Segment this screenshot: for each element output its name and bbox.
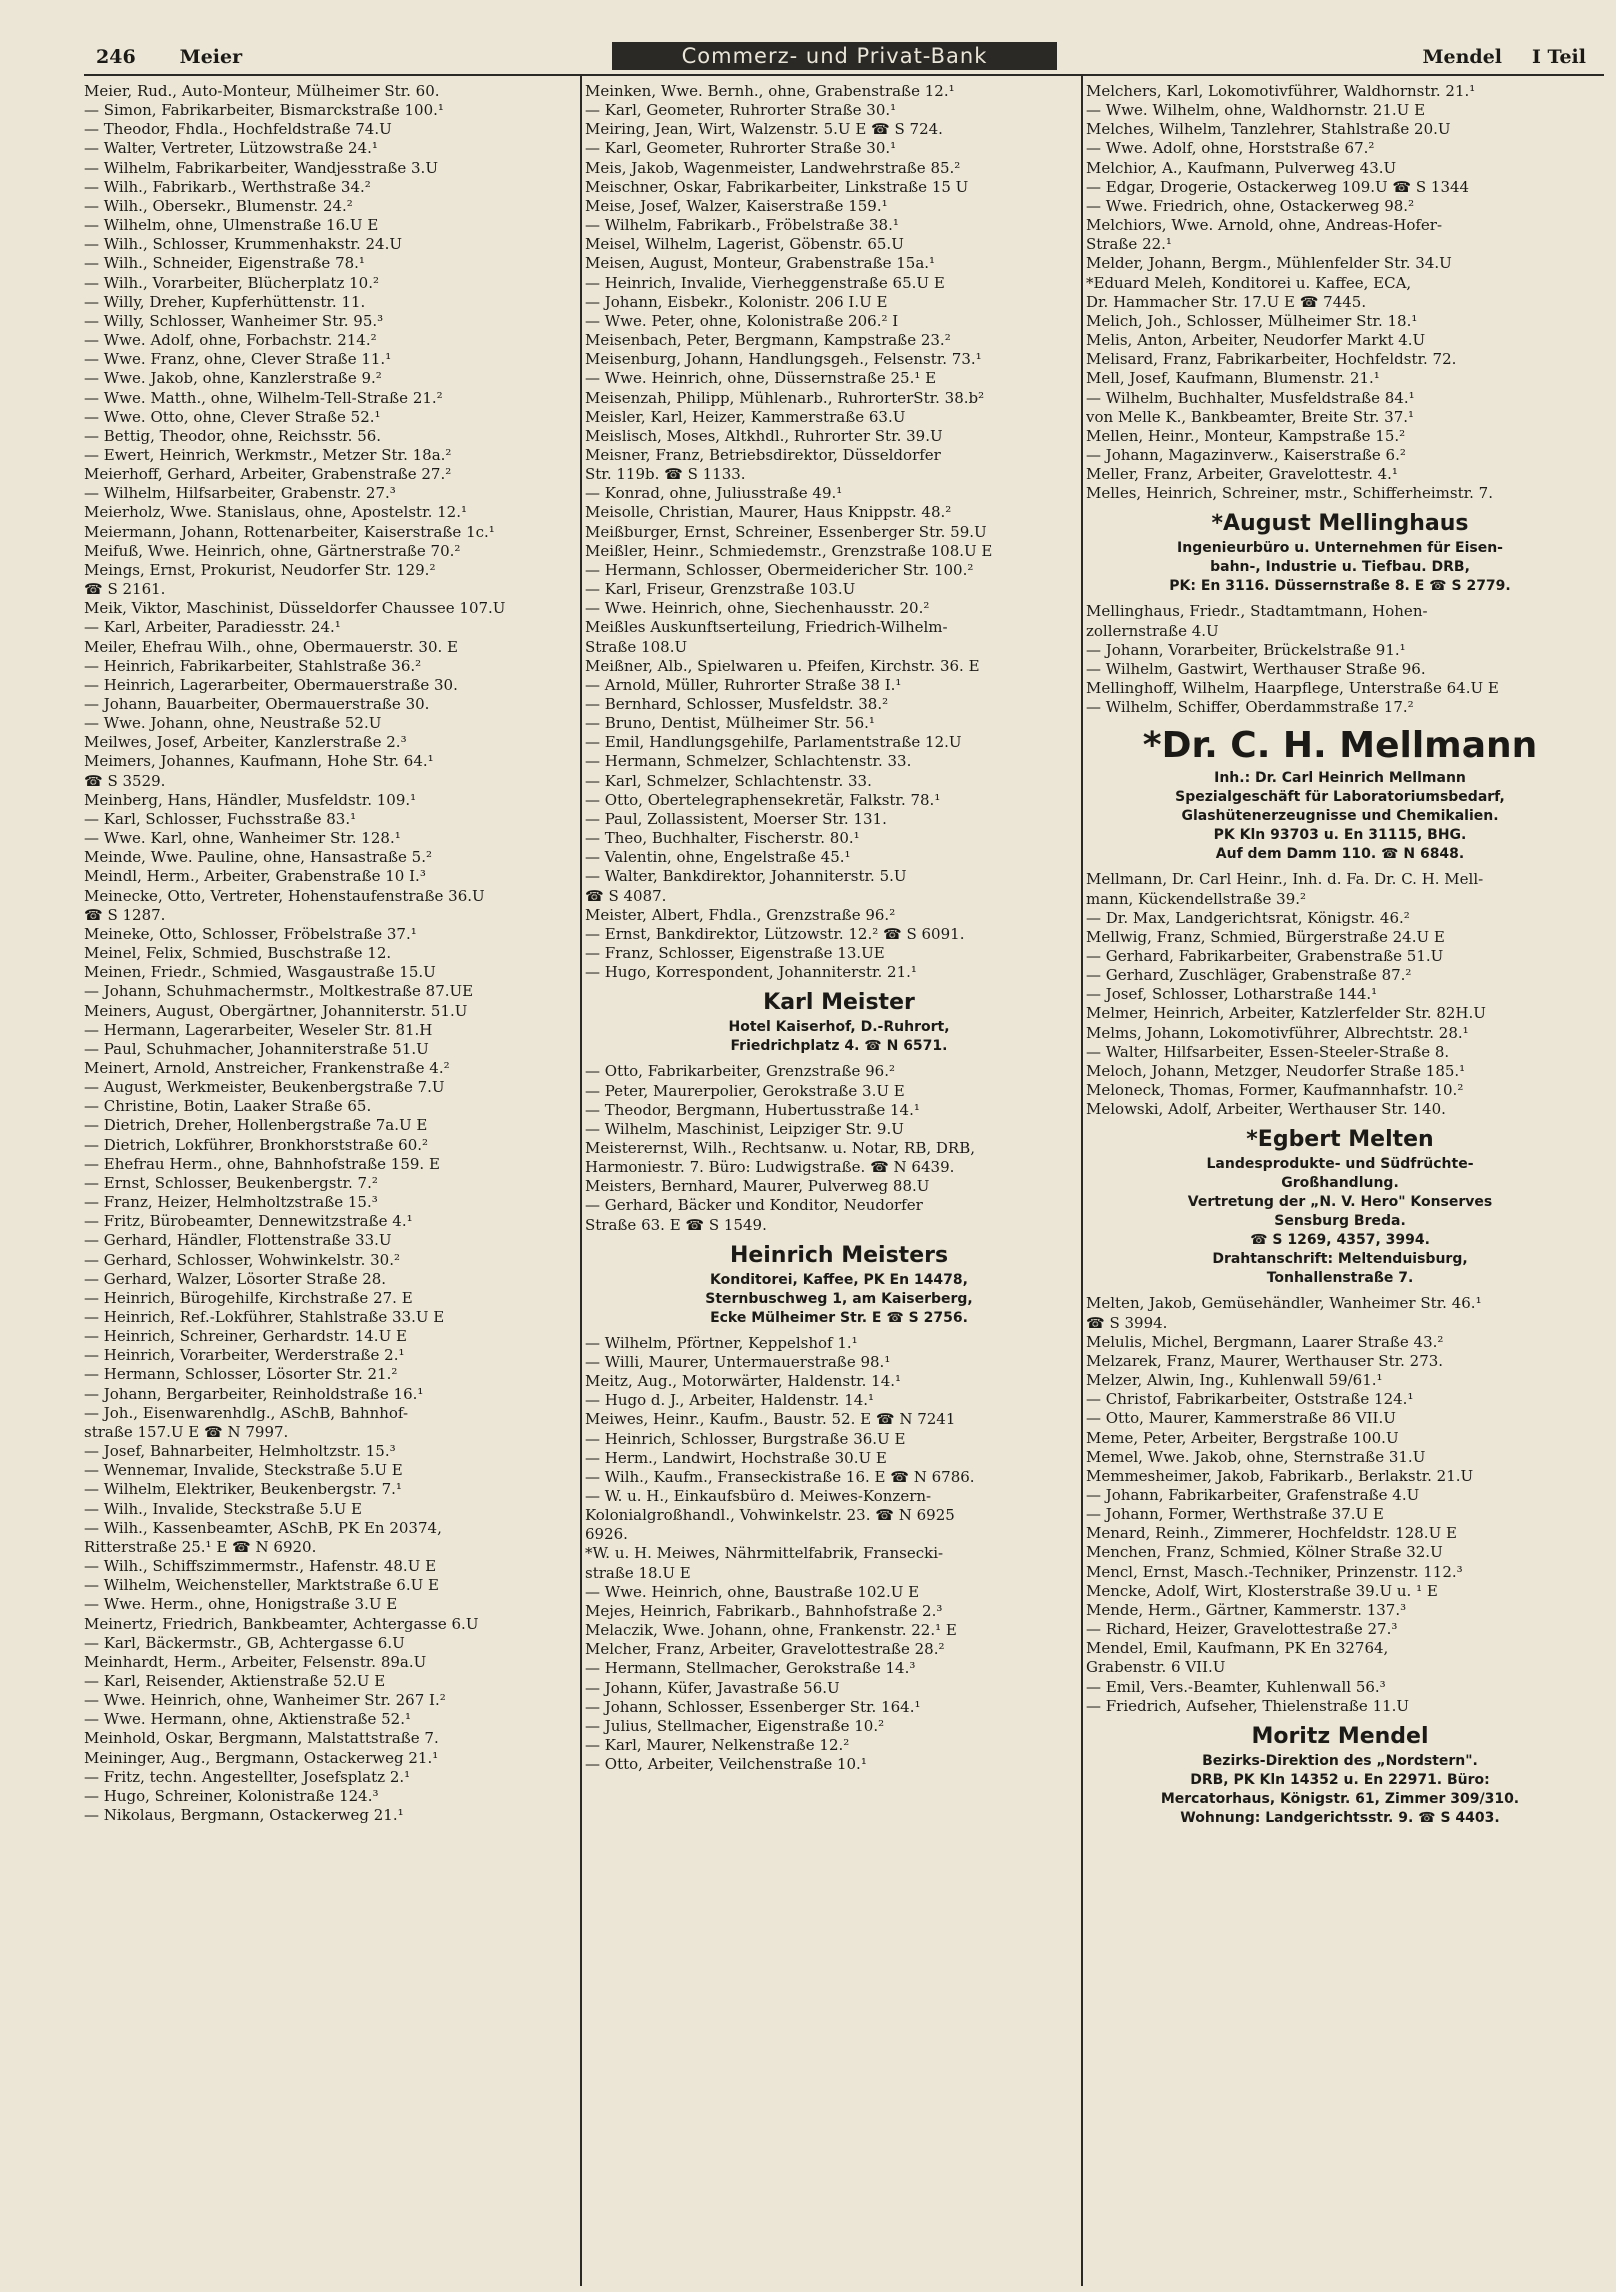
directory-entry: 6926.: [585, 1525, 628, 1544]
directory-entry: — August, Werkmeister, Beukenbergstraße 7.U: [84, 1078, 445, 1097]
ad-line: PK Kln 93703 u. En 31115, BHG.: [1213, 827, 1467, 844]
directory-entry: — Wwe. Heinrich, ohne, Wanheimer Str. 267 I.²: [84, 1691, 446, 1710]
directory-entry: — Wilhelm, Fabrikarb., Fröbelstraße 38.¹: [585, 216, 899, 235]
ad-line: bahn-, Industrie u. Tiefbau. DRB,: [1210, 559, 1470, 576]
directory-entry: Dr. Hammacher Str. 17.U E ☎ 7445.: [1086, 292, 1367, 311]
directory-entry: — Wilhelm, Elektriker, Beukenbergstr. 7.¹: [84, 1480, 402, 1499]
directory-entry: ☎ S 4087.: [585, 886, 667, 905]
directory-entry: Straße 108.U: [585, 637, 688, 656]
ad-line: Landesprodukte- und Südfrüchte-: [1206, 1156, 1474, 1173]
directory-entry: — Otto, Arbeiter, Veilchenstraße 10.¹: [585, 1755, 867, 1774]
directory-entry: Meinen, Friedr., Schmied, Wasgaustraße 15.U: [84, 963, 436, 982]
directory-entry: Meinel, Felix, Schmied, Buschstraße 12.: [84, 944, 392, 963]
directory-entry: mann, Kückendellstraße 39.²: [1086, 889, 1307, 908]
directory-entry: Meme, Peter, Arbeiter, Bergstraße 100.U: [1086, 1428, 1399, 1447]
directory-entry: Meislisch, Moses, Altkhdl., Ruhrorter Str. 39.U: [585, 426, 943, 445]
header-left: [96, 46, 242, 68]
ad-title: Heinrich Meisters: [729, 1242, 949, 1268]
directory-entry: — Gerhard, Händler, Flottenstraße 33.U: [84, 1231, 392, 1250]
directory-entry: Melzarek, Franz, Maurer, Werthauser Str. 273.: [1086, 1351, 1444, 1370]
directory-entry: — Hugo d. J., Arbeiter, Haldenstr. 14.¹: [585, 1391, 875, 1410]
directory-entry: — Edgar, Drogerie, Ostackerweg 109.U ☎ S 1344: [1086, 177, 1470, 196]
directory-entry: — Heinrich, Vorarbeiter, Werderstraße 2.¹: [84, 1346, 405, 1365]
directory-entry: Melisard, Franz, Fabrikarbeiter, Hochfeldstr. 72.: [1086, 350, 1457, 369]
left-guide-name: Meier: [179, 46, 243, 68]
directory-entry: — Theodor, Bergmann, Hubertusstraße 14.¹: [585, 1100, 920, 1119]
page-number: 246: [96, 46, 136, 68]
directory-entry: — Willy, Dreher, Kupferhüttenstr. 11.: [84, 292, 366, 311]
directory-entry: Straße 22.¹: [1086, 235, 1172, 254]
directory-entry: Melchiors, Wwe. Arnold, ohne, Andreas-Hofer-: [1086, 216, 1443, 235]
directory-entry: — Ehefrau Herm., ohne, Bahnhofstraße 159. E: [84, 1154, 440, 1173]
directory-entry: Melms, Johann, Lokomotivführer, Albrechtstr. 28.¹: [1086, 1023, 1469, 1042]
directory-entry: — Josef, Bahnarbeiter, Helmholtzstr. 15.³: [84, 1442, 396, 1461]
directory-entry: — Otto, Maurer, Kammerstraße 86 VII.U: [1086, 1409, 1396, 1428]
directory-entry: Meinhardt, Herm., Arbeiter, Felsenstr. 89a.U: [84, 1652, 427, 1671]
directory-entry: — Julius, Stellmacher, Eigenstraße 10.²: [585, 1716, 885, 1735]
directory-entry: Melten, Jakob, Gemüsehändler, Wanheimer Str. 46.¹: [1086, 1294, 1482, 1313]
directory-entry: straße 18.U E: [585, 1563, 691, 1582]
directory-entry: Meisolle, Christian, Maurer, Haus Knippstr. 48.²: [585, 503, 952, 522]
directory-entry: Melowski, Adolf, Arbeiter, Werthauser Str. 140.: [1086, 1100, 1446, 1119]
column-2: [585, 82, 1093, 2287]
header-right: [1422, 46, 1586, 68]
directory-entry: Meischner, Oskar, Fabrikarbeiter, Linkstraße 15 U: [585, 177, 969, 196]
directory-entry: — Wwe. Jakob, ohne, Kanzlerstraße 9.²: [84, 369, 382, 388]
header-rule: [84, 74, 1604, 76]
directory-entry: Melmer, Heinrich, Arbeiter, Katzlerfelder Str. 82H.U: [1086, 1004, 1486, 1023]
directory-entry: Melzer, Alwin, Ing., Kuhlenwall 59/61.¹: [1086, 1371, 1383, 1390]
directory-entry: Meisler, Karl, Heizer, Kammerstraße 63.U: [585, 407, 906, 426]
directory-entry: — Konrad, ohne, Juliusstraße 49.¹: [585, 484, 843, 503]
directory-entry: — Wilhelm, Gastwirt, Werthauser Straße 96.: [1086, 659, 1426, 678]
directory-entry: Meiwes, Heinr., Kaufm., Baustr. 52. E ☎ N 7241: [585, 1410, 956, 1429]
ad-title: *August Mellinghaus: [1211, 511, 1469, 537]
directory-entry: Meller, Franz, Arbeiter, Gravelottestr. 4.¹: [1086, 465, 1398, 484]
ad-line: Ingenieurbüro u. Unternehmen für Eisen-: [1177, 540, 1503, 557]
directory-entry: Melches, Wilhelm, Tanzlehrer, Stahlstraße 20.U: [1086, 120, 1451, 139]
directory-entry: — Dr. Max, Landgerichtsrat, Königstr. 46.²: [1086, 908, 1410, 927]
directory-entry: — Wilhelm, Hilfsarbeiter, Grabenstr. 27.³: [84, 484, 396, 503]
directory-entry: Mellen, Heinr., Monteur, Kampstraße 15.²: [1086, 426, 1406, 445]
directory-entry: — Johann, Former, Werthstraße 37.U E: [1086, 1505, 1384, 1524]
directory-entry: Mellmann, Dr. Carl Heinr., Inh. d. Fa. Dr. C. H. Mell-: [1086, 870, 1484, 889]
directory-entry: Memel, Wwe. Jakob, ohne, Sternstraße 31.U: [1086, 1447, 1426, 1466]
directory-entry: Meiler, Ehefrau Wilh., ohne, Obermauerstr. 30. E: [84, 637, 459, 656]
ad-egbert-melten: [1086, 1125, 1594, 1288]
directory-entry: Grabenstr. 6 VII.U: [1086, 1658, 1226, 1677]
directory-entry: Memmesheimer, Jakob, Fabrikarb., Berlakstr. 21.U: [1086, 1466, 1474, 1485]
directory-entry: — Bruno, Dentist, Mülheimer Str. 56.¹: [585, 714, 875, 733]
directory-entry: — Paul, Zollassistent, Moerser Str. 131.: [585, 809, 887, 828]
directory-entry: Meifuß, Wwe. Heinrich, ohne, Gärtnerstraße 70.²: [84, 541, 461, 560]
directory-entry: — Karl, Bäckermstr., GB, Achtergasse 6.U: [84, 1633, 405, 1652]
directory-entry: — Valentin, ohne, Engelstraße 45.¹: [585, 848, 851, 867]
directory-entry: — Wennemar, Invalide, Steckstraße 5.U E: [84, 1461, 403, 1480]
directory-entry: — Dietrich, Dreher, Hollenbergstraße 7a.U E: [84, 1116, 428, 1135]
directory-entry: Mencl, Ernst, Masch.-Techniker, Prinzenstr. 112.³: [1086, 1562, 1463, 1581]
directory-entry: — Wilh., Schlosser, Krummenhakstr. 24.U: [84, 235, 402, 254]
directory-entry: — Willy, Schlosser, Wanheimer Str. 95.³: [84, 311, 384, 330]
directory-entry: — Wwe. Adolf, ohne, Forbachstr. 214.²: [84, 331, 377, 350]
directory-entry: Meineke, Otto, Schlosser, Fröbelstraße 37.¹: [84, 924, 417, 943]
directory-entry: — Hermann, Schmelzer, Schlachtenstr. 33.: [585, 752, 912, 771]
directory-entry: Ritterstraße 25.¹ E ☎ N 6920.: [84, 1537, 317, 1556]
directory-entry: — Johann, Magazinverw., Kaiserstraße 6.²: [1086, 445, 1406, 464]
right-guide-name: Mendel: [1422, 46, 1502, 68]
directory-entry: — Wwe. Adolf, ohne, Horststraße 67.²: [1086, 139, 1375, 158]
directory-entry: — Wwe. Otto, ohne, Clever Straße 52.¹: [84, 407, 381, 426]
directory-entry: Melchers, Karl, Lokomotivführer, Waldhornstr. 21.¹: [1086, 82, 1476, 100]
directory-entry: Meik, Viktor, Maschinist, Düsseldorfer Chaussee 107.U: [84, 599, 506, 618]
directory-entry: — Fritz, techn. Angestellter, Josefsplatz 2.¹: [84, 1767, 411, 1786]
directory-entry: ☎ S 2161.: [84, 580, 166, 599]
directory-entry: Kolonialgroßhandl., Vohwinkelstr. 23. ☎ N 6925: [585, 1506, 955, 1525]
part-label: I Teil: [1532, 46, 1586, 68]
ad-line: Wohnung: Landgerichtsstr. 9. ☎ S 4403.: [1180, 1809, 1500, 1826]
ad-line: Spezialgeschäft für Laboratoriumsbedarf,: [1175, 789, 1505, 806]
directory-entry: — Peter, Maurerpolier, Gerokstraße 3.U E: [585, 1081, 905, 1100]
directory-entry: — Otto, Fabrikarbeiter, Grenzstraße 96.²: [585, 1062, 895, 1081]
directory-entry: Meinberg, Hans, Händler, Musfeldstr. 109.¹: [84, 790, 417, 809]
directory-entry: — Theo, Buchhalter, Fischerstr. 80.¹: [585, 829, 860, 848]
directory-entry: — Wilhelm, Weichensteller, Marktstraße 6.U E: [84, 1576, 439, 1595]
directory-entry: — Heinrich, Schlosser, Burgstraße 36.U E: [585, 1429, 906, 1448]
directory-entry: Meisner, Franz, Betriebsdirektor, Düsseldorfer: [585, 445, 941, 464]
directory-entry: — Hermann, Schlosser, Lösorter Str. 21.²: [84, 1365, 398, 1384]
directory-entry: — Wilh., Schiffszimmermstr., Hafenstr. 48.U E: [84, 1557, 437, 1576]
ad-line: Hotel Kaiserhof, D.-Ruhrort,: [728, 1019, 950, 1036]
directory-entry: — Wwe. Friedrich, ohne, Ostackerweg 98.²: [1086, 196, 1415, 215]
directory-entry: — Nikolaus, Bergmann, Ostackerweg 21.¹: [84, 1806, 404, 1825]
directory-entry: Meisters, Bernhard, Maurer, Pulverweg 88.U: [585, 1177, 930, 1196]
directory-entry: Meings, Ernst, Prokurist, Neudorfer Str. 129.²: [84, 560, 436, 579]
directory-entry: Meister, Albert, Fhdla., Grenzstraße 96.²: [585, 905, 896, 924]
directory-entry: — Wilhelm, Schiffer, Oberdammstraße 17.²: [1086, 698, 1414, 717]
directory-entry: Meier, Rud., Auto-Monteur, Mülheimer Str. 60.: [84, 82, 440, 100]
directory-entry: Menard, Reinh., Zimmerer, Hochfeldstr. 128.U E: [1086, 1524, 1457, 1543]
directory-entry: — Wilh., Fabrikarb., Werthstraße 34.²: [84, 177, 371, 196]
directory-entry: straße 157.U E ☎ N 7997.: [84, 1422, 289, 1441]
directory-entry: — Wilh., Kassenbeamter, ASchB, PK En 20374,: [84, 1518, 442, 1537]
ad-heinrich-meisters: [585, 1241, 1093, 1328]
directory-entry: — Johann, Eisbekr., Kolonistr. 206 I.U E: [585, 292, 888, 311]
directory-entry: — Johann, Fabrikarbeiter, Grafenstraße 4.U: [1086, 1485, 1420, 1504]
directory-entry: Meisenburg, Johann, Handlungsgeh., Felsenstr. 73.¹: [585, 350, 982, 369]
directory-entry: — Josef, Schlosser, Lotharstraße 144.¹: [1086, 985, 1378, 1004]
directory-entry: — Wwe. Heinrich, ohne, Düssernstraße 25.¹ E: [585, 369, 937, 388]
directory-entry: Melcher, Franz, Arbeiter, Gravelottestraße 28.²: [585, 1640, 945, 1659]
directory-entry: — Johann, Bergarbeiter, Reinholdstraße 16.¹: [84, 1384, 424, 1403]
directory-entry: von Melle K., Bankbeamter, Breite Str. 37.¹: [1086, 407, 1415, 426]
directory-entry: Meimers, Johannes, Kaufmann, Hohe Str. 64.¹: [84, 752, 434, 771]
ad-title: *Dr. C. H. Mellmann: [1142, 725, 1538, 767]
directory-entry: — Johann, Vorarbeiter, Brückelstraße 91.¹: [1086, 640, 1406, 659]
directory-entry: — Hermann, Lagerarbeiter, Weseler Str. 81.H: [84, 1020, 433, 1039]
directory-entry: ☎ S 1287.: [84, 905, 166, 924]
directory-entry: — Wilh., Obersekr., Blumenstr. 24.²: [84, 196, 353, 215]
directory-entry: — Walter, Vertreter, Lützowstraße 24.¹: [84, 139, 378, 158]
directory-entry: Meinhold, Oskar, Bergmann, Malstattstraße 7.: [84, 1729, 439, 1748]
directory-entry: Meindl, Herm., Arbeiter, Grabenstraße 10 I.³: [84, 867, 426, 886]
directory-entry: — Wwe. Heinrich, ohne, Baustraße 102.U E: [585, 1582, 920, 1601]
directory-entry: — Wilhelm, Fabrikarbeiter, Wandjesstraße 3.U: [84, 158, 438, 177]
ad-title: *Egbert Melten: [1246, 1127, 1434, 1153]
directory-entry: — Gerhard, Zuschläger, Grabenstraße 87.²: [1086, 966, 1412, 985]
directory-entry: Meinken, Wwe. Bernh., ohne, Grabenstraße 12.¹: [585, 82, 955, 100]
directory-entry: — Johann, Schuhmachermstr., Moltkestraße 87.UE: [84, 982, 474, 1001]
directory-entry: — Emil, Vers.-Beamter, Kuhlenwall 56.³: [1086, 1677, 1386, 1696]
ad-line: Friedrichplatz 4. ☎ N 6571.: [730, 1038, 948, 1055]
directory-entry: — Christof, Fabrikarbeiter, Oststraße 124.¹: [1086, 1390, 1414, 1409]
directory-entry: Melder, Johann, Bergm., Mühlenfelder Str. 34.U: [1086, 254, 1452, 273]
directory-entry: ☎ S 3529.: [84, 771, 166, 790]
directory-entry: — Wilhelm, Maschinist, Leipziger Str. 9.U: [585, 1119, 904, 1138]
directory-entry: — Karl, Schlosser, Fuchsstraße 83.¹: [84, 809, 357, 828]
directory-entry: Meierhoff, Gerhard, Arbeiter, Grabenstraße 27.²: [84, 465, 452, 484]
directory-entry: — Arnold, Müller, Ruhrorter Straße 38 I.¹: [585, 675, 902, 694]
directory-entry: ☎ S 3994.: [1086, 1313, 1168, 1332]
directory-entry: — Karl, Schmelzer, Schlachtenstr. 33.: [585, 771, 872, 790]
directory-entry: — Karl, Reisender, Aktienstraße 52.U E: [84, 1671, 386, 1690]
directory-entry: *W. u. H. Meiwes, Nährmittelfabrik, Fransecki-: [585, 1544, 944, 1563]
directory-entry: — Wwe. Wilhelm, ohne, Waldhornstr. 21.U E: [1086, 101, 1426, 120]
directory-entry: — Willi, Maurer, Untermauerstraße 98.¹: [585, 1352, 891, 1371]
directory-entry: — Karl, Arbeiter, Paradiesstr. 24.¹: [84, 618, 341, 637]
directory-entry: — Gerhard, Schlosser, Wohwinkelstr. 30.²: [84, 1250, 401, 1269]
directory-entry: Meisterernst, Wilh., Rechtsanw. u. Notar, RB, DRB,: [585, 1138, 975, 1157]
ad-title: Karl Meister: [763, 990, 915, 1016]
directory-entry: Meisen, August, Monteur, Grabenstraße 15a.¹: [585, 254, 936, 273]
directory-entry: — Gerhard, Walzer, Lösorter Straße 28.: [84, 1269, 387, 1288]
directory-entry: Meiners, August, Obergärtner, Johanniterstr. 51.U: [84, 1001, 468, 1020]
directory-entry: Meierholz, Wwe. Stanislaus, ohne, Apostelstr. 12.¹: [84, 503, 467, 522]
directory-entry: Meißler, Heinr., Schmiedemstr., Grenzstraße 108.U E: [585, 541, 993, 560]
directory-entry: Mell, Josef, Kaufmann, Blumenstr. 21.¹: [1086, 369, 1380, 388]
directory-entry: Melulis, Michel, Bergmann, Laarer Straße 43.²: [1086, 1332, 1444, 1351]
directory-entry: Meinert, Arnold, Anstreicher, Frankenstraße 4.²: [84, 1058, 450, 1077]
directory-entry: — Gerhard, Bäcker und Konditor, Neudorfer: [585, 1196, 923, 1215]
directory-entry: Melis, Anton, Arbeiter, Neudorfer Markt 4.U: [1086, 331, 1426, 350]
ad-line: Glashütenerzeugnisse und Chemikalien.: [1181, 808, 1499, 825]
directory-entry: — Johann, Küfer, Javastraße 56.U: [585, 1678, 840, 1697]
directory-entry: — Heinrich, Schreiner, Gerhardstr. 14.U E: [84, 1327, 407, 1346]
directory-entry: — Otto, Obertelegraphensekretär, Falkstr. 78.¹: [585, 790, 941, 809]
directory-entry: Straße 63. E ☎ S 1549.: [585, 1215, 767, 1234]
directory-entry: Harmoniestr. 7. Büro: Ludwigstraße. ☎ N 6439.: [585, 1158, 955, 1177]
directory-entry: — Paul, Schuhmacher, Johanniterstraße 51.U: [84, 1039, 429, 1058]
directory-entry: — Wwe. Herm., ohne, Honigstraße 3.U E: [84, 1595, 398, 1614]
directory-entry: Meißles Auskunftserteilung, Friedrich-Wilhelm-: [585, 618, 948, 637]
ad-line: Großhandlung.: [1281, 1175, 1399, 1192]
column-3: [1086, 82, 1594, 2287]
ad-line: DRB, PK Kln 14352 u. En 22971. Büro:: [1190, 1771, 1490, 1788]
directory-entry: zollernstraße 4.U: [1086, 621, 1219, 640]
directory-entry: Mende, Herm., Gärtner, Kammerstr. 137.³: [1086, 1600, 1407, 1619]
directory-entry: Meiermann, Johann, Rottenarbeiter, Kaiserstraße 1c.¹: [84, 522, 495, 541]
ad-line: Auf dem Damm 110. ☎ N 6848.: [1215, 846, 1465, 863]
directory-entry: — Theodor, Fhdla., Hochfeldstraße 74.U: [84, 120, 392, 139]
directory-entry: — Karl, Maurer, Nelkenstraße 12.²: [585, 1736, 850, 1755]
directory-entry: Meloch, Johann, Metzger, Neudorfer Straße 185.¹: [1086, 1061, 1466, 1080]
column-1: [84, 82, 592, 2287]
ad-line: Inh.: Dr. Carl Heinrich Mellmann: [1214, 770, 1466, 787]
ad-line: Mercatorhaus, Königstr. 61, Zimmer 309/310.: [1160, 1790, 1520, 1807]
directory-entry: — Hugo, Korrespondent, Johanniterstr. 21.¹: [585, 963, 917, 982]
directory-entry: — Hermann, Schlosser, Obermeidericher Str. 100.²: [585, 560, 974, 579]
ad-line: Drahtanschrift: Meltenduisburg,: [1212, 1251, 1468, 1268]
directory-entry: — Bernhard, Schlosser, Musfeldstr. 38.²: [585, 695, 889, 713]
directory-entry: — Gerhard, Fabrikarbeiter, Grabenstraße 51.U: [1086, 947, 1444, 965]
ad-dr-mellmann: [1086, 723, 1594, 864]
directory-entry: — Wwe. Karl, ohne, Wanheimer Str. 128.¹: [84, 829, 401, 848]
directory-entry: Meiring, Jean, Wirt, Walzenstr. 5.U E ☎ S 724.: [585, 120, 943, 139]
directory-entry: Meinde, Wwe. Pauline, ohne, Hansastraße 5.²: [84, 848, 432, 867]
directory-entry: — Heinrich, Lagerarbeiter, Obermauerstraße 30.: [84, 675, 458, 694]
ad-line: Sensburg Breda.: [1274, 1213, 1406, 1230]
directory-entry: Meißner, Alb., Spielwaren u. Pfeifen, Kirchstr. 36. E: [585, 656, 980, 675]
directory-entry: Meis, Jakob, Wagenmeister, Landwehrstraße 85.²: [585, 158, 961, 177]
directory-entry: — Walter, Hilfsarbeiter, Essen-Steeler-Straße 8.: [1086, 1042, 1450, 1061]
directory-entry: Mellinghaus, Friedr., Stadtamtmann, Hohen-: [1086, 602, 1428, 621]
ad-line: Vertretung der „N. V. Hero" Konserves: [1187, 1194, 1493, 1211]
ad-moritz-mendel: [1086, 1722, 1594, 1828]
directory-entry: Meisenbach, Peter, Bergmann, Kampstraße 23.²: [585, 331, 951, 350]
directory-entry: — Bettig, Theodor, ohne, Reichsstr. 56.: [84, 426, 382, 445]
directory-entry: Meise, Josef, Walzer, Kaiserstraße 159.¹: [585, 196, 888, 215]
directory-entry: — Wilhelm, Buchhalter, Musfeldstraße 84.¹: [1086, 388, 1415, 407]
directory-entry: Meininger, Aug., Bergmann, Ostackerweg 21.¹: [84, 1748, 439, 1767]
directory-entry: — Johann, Schlosser, Essenberger Str. 164.¹: [585, 1697, 921, 1716]
directory-entry: — Franz, Schlosser, Eigenstraße 13.UE: [585, 944, 885, 963]
directory-entry: Mellinghoff, Wilhelm, Haarpflege, Unterstraße 64.U E: [1086, 679, 1499, 698]
directory-entry: — W. u. H., Einkaufsbüro d. Meiwes-Konzern-: [585, 1487, 932, 1505]
directory-entry: — Wilh., Schneider, Eigenstraße 78.¹: [84, 254, 365, 273]
directory-entry: Mejes, Heinrich, Fabrikarb., Bahnhofstraße 2.³: [585, 1601, 943, 1620]
directory-entry: — Walter, Bankdirektor, Johanniterstr. 5.U: [585, 867, 907, 886]
directory-entry: Meißburger, Ernst, Schreiner, Essenberger Str. 59.U: [585, 522, 987, 541]
directory-entry: Str. 119b. ☎ S 1133.: [585, 465, 746, 484]
directory-entry: — Christine, Botin, Laaker Straße 65.: [84, 1097, 372, 1116]
directory-entry: — Wilh., Vorarbeiter, Blücherplatz 10.²: [84, 273, 379, 292]
ad-line: PK: En 3116. Düssernstraße 8. E ☎ S 2779.: [1169, 578, 1511, 595]
directory-entry: — Franz, Heizer, Helmholtzstraße 15.³: [84, 1193, 378, 1212]
directory-entry: Menchen, Franz, Schmied, Kölner Straße 32.U: [1086, 1543, 1443, 1562]
directory-entry: — Heinrich, Ref.-Lokführer, Stahlstraße 33.U E: [84, 1308, 445, 1326]
ad-line: Tonhallenstraße 7.: [1266, 1270, 1414, 1287]
directory-entry: — Ernst, Schlosser, Beukenbergstr. 7.²: [84, 1173, 378, 1192]
directory-entry: — Johann, Bauarbeiter, Obermauerstraße 30.: [84, 695, 430, 713]
directory-entry: *Eduard Meleh, Konditorei u. Kaffee, ECA,: [1086, 273, 1412, 292]
directory-entry: — Hermann, Stellmacher, Gerokstraße 14.³: [585, 1659, 916, 1678]
directory-entry: Mendel, Emil, Kaufmann, PK En 32764,: [1086, 1639, 1389, 1658]
directory-entry: — Fritz, Bürobeamter, Dennewitzstraße 4.¹: [84, 1212, 413, 1231]
directory-entry: — Wwe. Franz, ohne, Clever Straße 11.¹: [84, 350, 392, 369]
ad-line: Ecke Mülheimer Str. E ☎ S 2756.: [710, 1309, 968, 1326]
directory-entry: — Wilhelm, Pförtner, Keppelshof 1.¹: [585, 1333, 858, 1352]
ad-karl-meister: [585, 988, 1093, 1056]
directory-entry: — Emil, Handlungsgehilfe, Parlamentstraße 12.U: [585, 733, 962, 752]
directory-entry: Meloneck, Thomas, Former, Kaufmannhafstr. 10.²: [1086, 1081, 1464, 1100]
directory-entry: Meitz, Aug., Motorwärter, Haldenstr. 14.¹: [585, 1372, 902, 1391]
directory-entry: Melich, Joh., Schlosser, Mülheimer Str. 18.¹: [1086, 311, 1418, 330]
directory-entry: Meinertz, Friedrich, Bankbeamter, Achtergasse 6.U: [84, 1614, 479, 1633]
directory-entry: — Karl, Geometer, Ruhrorter Straße 30.¹: [585, 139, 897, 158]
directory-entry: — Richard, Heizer, Gravelottestraße 27.³: [1086, 1620, 1398, 1639]
bank-banner: Commerz- und Privat-Bank: [612, 42, 1057, 70]
directory-entry: — Ewert, Heinrich, Werkmstr., Metzer Str. 18a.²: [84, 445, 452, 464]
directory-entry: Mencke, Adolf, Wirt, Klosterstraße 39.U u. ¹ E: [1086, 1581, 1438, 1600]
directory-entry: — Wilhelm, ohne, Ulmenstraße 16.U E: [84, 216, 379, 235]
directory-entry: Melles, Heinrich, Schreiner, mstr., Schifferheimstr. 7.: [1086, 484, 1493, 503]
ad-august-mellinghaus: [1086, 509, 1594, 596]
ad-line: Sternbuschweg 1, am Kaiserberg,: [705, 1290, 973, 1307]
directory-entry: Meisenzah, Philipp, Mühlenarb., RuhrorterStr. 38.b²: [585, 388, 985, 407]
directory-entry: Mellwig, Franz, Schmied, Bürgerstraße 24.U E: [1086, 927, 1445, 946]
directory-entry: — Wwe. Peter, ohne, Kolonistraße 206.² I: [585, 311, 899, 330]
directory-entry: — Hugo, Schreiner, Kolonistraße 124.³: [84, 1786, 379, 1805]
directory-entry: — Friedrich, Aufseher, Thielenstraße 11.U: [1086, 1696, 1410, 1715]
directory-entry: — Simon, Fabrikarbeiter, Bismarckstraße 100.¹: [84, 101, 444, 120]
directory-entry: Meilwes, Josef, Arbeiter, Kanzlerstraße 2.³: [84, 733, 407, 752]
directory-entry: — Heinrich, Invalide, Vierheggenstraße 65.U E: [585, 273, 945, 292]
directory-entry: Meisel, Wilhelm, Lagerist, Göbenstr. 65.U: [585, 235, 904, 254]
directory-entry: — Wwe. Hermann, ohne, Aktienstraße 52.¹: [84, 1710, 412, 1729]
directory-entry: — Dietrich, Lokführer, Bronkhorststraße 60.²: [84, 1135, 429, 1154]
directory-entry: Melchior, A., Kaufmann, Pulverweg 43.U: [1086, 158, 1397, 177]
directory-entry: Meinecke, Otto, Vertreter, Hohenstaufenstraße 36.U: [84, 886, 485, 905]
ad-line: ☎ S 1269, 4357, 3994.: [1250, 1232, 1430, 1249]
ad-line: Konditorei, Kaffee, PK En 14478,: [710, 1271, 968, 1288]
directory-entry: — Wwe. Johann, ohne, Neustraße 52.U: [84, 714, 382, 733]
directory-entry: — Karl, Geometer, Ruhrorter Straße 30.¹: [585, 101, 897, 120]
directory-entry: — Wwe. Heinrich, ohne, Siechenhausstr. 20.²: [585, 599, 930, 618]
directory-entry: — Heinrich, Fabrikarbeiter, Stahlstraße 36.²: [84, 656, 422, 675]
directory-entry: — Herm., Landwirt, Hochstraße 30.U E: [585, 1448, 887, 1467]
directory-entry: — Wwe. Matth., ohne, Wilhelm-Tell-Straße 21.²: [84, 388, 443, 407]
directory-entry: — Wilh., Invalide, Steckstraße 5.U E: [84, 1499, 362, 1518]
directory-entry: — Wilh., Kaufm., Franseckistraße 16. E ☎ N 6786.: [585, 1467, 975, 1486]
ad-line: Bezirks-Direktion des „Nordstern".: [1202, 1752, 1478, 1769]
directory-entry: — Karl, Friseur, Grenzstraße 103.U: [585, 580, 856, 599]
directory-entry: — Heinrich, Bürogehilfe, Kirchstraße 27. E: [84, 1288, 413, 1307]
directory-entry: Melaczik, Wwe. Johann, ohne, Frankenstr. 22.¹ E: [585, 1621, 957, 1640]
directory-entry: — Joh., Eisenwarenhdlg., ASchB, Bahnhof-: [84, 1403, 409, 1422]
ad-title: Moritz Mendel: [1251, 1723, 1429, 1749]
directory-entry: — Ernst, Bankdirektor, Lützowstr. 12.² ☎ S 6091.: [585, 924, 965, 943]
